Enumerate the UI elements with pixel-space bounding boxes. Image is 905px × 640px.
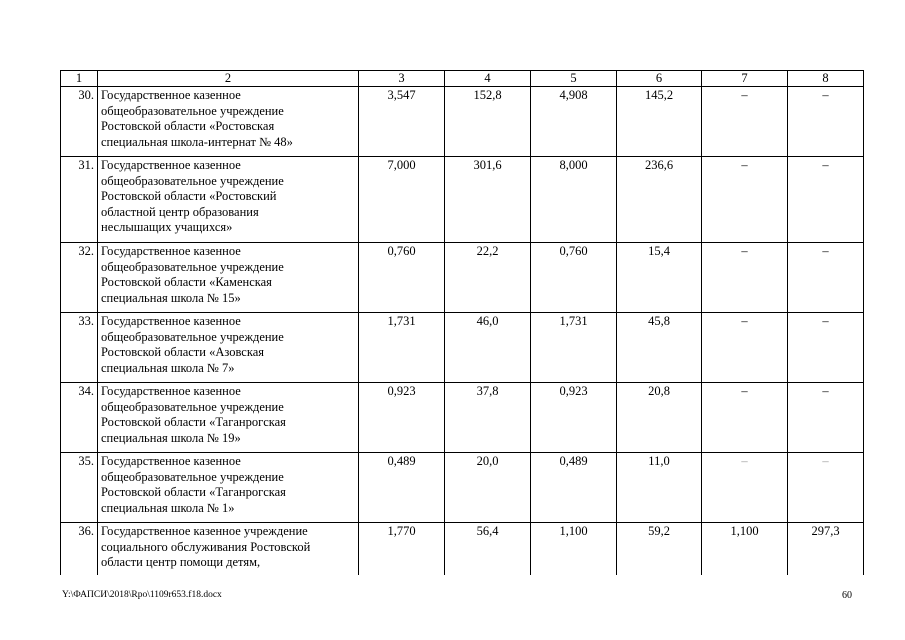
row-number: 32. [61,243,98,313]
row-number: 33. [61,313,98,383]
name-line: Государственное казенное [101,158,241,172]
name-line: общеобразовательное учреждение [101,259,284,274]
col7-value: – [702,87,788,157]
col3-value: 3,547 [359,87,445,157]
col7-value: – [702,453,788,523]
name-line: специальная школа № 1» [101,500,235,515]
col7-value: 1,100 [702,523,788,575]
name-line: Государственное казенное учреждение [101,524,308,538]
name-line: специальная школа № 7» [101,360,235,375]
col5-value: 4,908 [531,87,617,157]
col8-value: – [788,383,864,453]
table-row [61,313,864,383]
col4-value: 56,4 [445,523,531,575]
header-cell: 1 [61,71,98,87]
name-line: Государственное казенное [101,314,241,328]
header-cell: 2 [98,71,359,87]
col6-value: 20,8 [617,383,702,453]
name-line: Ростовской области «Таганрогская [101,415,286,429]
col3-value: 0,923 [359,383,445,453]
col3-value: 1,731 [359,313,445,383]
col3-value: 0,489 [359,453,445,523]
col3-value: 1,770 [359,523,445,575]
col6-value: 59,2 [617,523,702,575]
name-line: общеобразовательное учреждение [101,103,284,118]
name-line: общеобразовательное учреждение [101,469,284,484]
col5-value: 8,000 [531,157,617,243]
col5-value: 0,760 [531,243,617,313]
row-number: 31. [61,157,98,243]
header-cell: 5 [531,71,617,87]
col8-value: – [788,87,864,157]
table-row [61,453,864,523]
name-line: Ростовской области «Азовская [101,345,265,359]
row-number: 35. [61,453,98,523]
institution-name [98,523,359,575]
col4-value: 301,6 [445,157,531,243]
institution-name [98,383,359,453]
col5-value: 1,100 [531,523,617,575]
col6-value: 236,6 [617,157,702,243]
header-row [61,71,864,87]
institution-name [98,453,359,523]
footer-file-path: Y:\ФАПСИ\2018\Rpo\1109r653.f18.docx [62,590,222,600]
col7-value: – [702,157,788,243]
name-line: Государственное казенное [101,384,241,398]
col4-value: 46,0 [445,313,531,383]
name-line: Государственное казенное [101,244,241,258]
row-number: 30. [61,87,98,157]
table-row [61,243,864,313]
allocation-table [60,70,864,575]
name-line: области центр помощи детям, [101,555,261,569]
name-line: специальная школа № 15» [101,290,241,305]
header-cell: 6 [617,71,702,87]
col4-value: 37,8 [445,383,531,453]
name-line: Ростовской области «Ростовский [101,189,277,203]
col8-value: – [788,453,864,523]
header-cell: 4 [445,71,531,87]
col8-value: 297,3 [788,523,864,575]
col5-value: 0,923 [531,383,617,453]
name-line: Ростовской области «Каменская [101,275,272,289]
institution-name [98,243,359,313]
row-number: 34. [61,383,98,453]
table-row [61,383,864,453]
col6-value: 45,8 [617,313,702,383]
col7-value: – [702,313,788,383]
name-line: Ростовской области «Таганрогская [101,485,286,499]
name-line: общеобразовательное учреждение [101,399,284,414]
institution-name [98,157,359,243]
col3-value: 0,760 [359,243,445,313]
header-cell: 8 [788,71,864,87]
col3-value: 7,000 [359,157,445,243]
col6-value: 11,0 [617,453,702,523]
row-number: 36. [61,523,98,575]
name-line: неслышащих учащихся» [101,220,233,234]
table-row [61,157,864,243]
name-line: общеобразовательное учреждение [101,173,284,188]
name-line: социального обслуживания Ростовской [101,539,311,554]
name-line: Государственное казенное [101,454,241,468]
table-row [61,523,864,575]
col6-value: 145,2 [617,87,702,157]
name-line: специальная школа № 19» [101,430,241,445]
col5-value: 1,731 [531,313,617,383]
page-number: 60 [842,590,852,601]
name-line: специальная школа-интернат № 48» [101,134,293,149]
col8-value: – [788,243,864,313]
col8-value: – [788,157,864,243]
institution-name [98,87,359,157]
name-line: Государственное казенное [101,88,241,102]
col4-value: 20,0 [445,453,531,523]
col4-value: 152,8 [445,87,531,157]
header-cell: 3 [359,71,445,87]
col7-value: – [702,243,788,313]
institution-name [98,313,359,383]
col6-value: 15,4 [617,243,702,313]
col4-value: 22,2 [445,243,531,313]
name-line: общеобразовательное учреждение [101,329,284,344]
header-cell: 7 [702,71,788,87]
name-line: областной центр образования [101,204,259,219]
table-row [61,87,864,157]
name-line: Ростовской области «Ростовская [101,119,275,133]
col7-value: – [702,383,788,453]
col5-value: 0,489 [531,453,617,523]
col8-value: – [788,313,864,383]
